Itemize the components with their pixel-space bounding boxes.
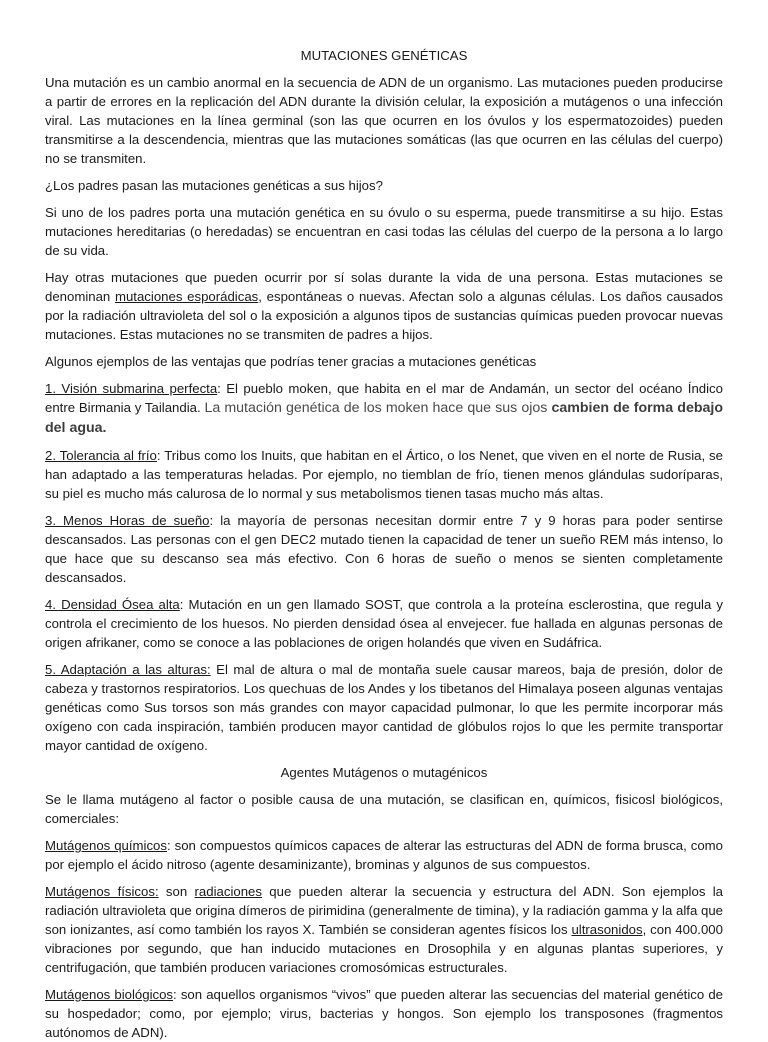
physical-ultrasound-term: ultrasonidos [571, 922, 643, 937]
examples-intro: Algunos ejemplos de las ventajas que podrías tener gracias a mutaciones genéticas [45, 354, 537, 369]
question-paragraph: ¿Los padres pasan las mutaciones genéticas a sus hijos? [45, 178, 383, 193]
hereditary-paragraph: Si uno de los padres porta una mutación genética en su óvulo o su esperma, puede transmitirse a su hijo. Estas mutaciones hereditarias (o heredadas) se encuentran en casi todas las células del cuerpo de la persona a lo largo de su vida. [45, 205, 723, 258]
sporadic-before: Hay otras mutaciones que pueden ocurrir por sí solas durante la vida de una persona. Estas mutaciones se denominan [45, 270, 723, 304]
example-2-text: : Tribus como los Inuits, que habitan en el Ártico, o los Nenet, que viven en el norte de Rusia, se han adaptado a las temperaturas heladas. Por ejemplo, no tiemblan de frío, tienen menos glándulas sudoríparas, su piel es mucho más calurosa de lo normal y sus metabolismos tienen tasas mucho más altas. [45, 448, 723, 501]
example-4-text: : Mutación en un gen llamado SOST, que controla a la proteína esclerostina, que regula y controla el crecimiento de los huesos. No pierden densidad ósea al envejecer. fue hallada en algunas personas de origen afrikaner, como se conoce a las poblaciones de origen holandés que viven en Sudáfrica. [45, 597, 723, 650]
example-2-heading: 2. Tolerancia al frío [45, 448, 157, 463]
section-2-intro: Se le llama mutágeno al factor o posible causa de una mutación, se clasifican en, químicos, fisicosl biológicos, comerciales: [45, 792, 723, 826]
physical-mutagens [45, 882, 723, 977]
example-4-heading: 4. Densidad Ósea alta [45, 597, 180, 612]
chemical-heading: Mutágenos químicos [45, 838, 167, 853]
example-1-highlight-bold: cambien de forma debajo del agua. [45, 400, 723, 436]
section-2-title: Agentes Mutágenos o mutagénicos [280, 765, 488, 780]
sporadic-after: , espontáneas o nuevas. Afectan solo a algunas células. Los daños causados por la radiación ultravioleta del sol o la exposición a algunos tipos de sustancias químicas pueden provocar nuevas mutaciones. Estas mutaciones no se transmiten de padres a hijos. [45, 289, 724, 342]
biological-heading: Mutágenos biológicos [45, 987, 174, 1002]
example-3-heading: 3. Menos Horas de sueño [45, 513, 210, 528]
intro-paragraph: Una mutación es un cambio anormal en la secuencia de ADN de un organismo. Las mutaciones pueden producirse a partir de errores en la replicación del ADN durante la división celular, la exposición a mutágenos o una infección viral. Las mutaciones en la línea germinal (son las que ocurren en los óvulos y los espermatozoides) pueden transmitirse a la descendencia, mientras que las mutaciones somáticas (las que ocurren en las células del cuerpo) no se transmiten. [45, 75, 723, 166]
example-4 [45, 595, 723, 652]
chemical-mutagens [45, 836, 723, 874]
biological-text: : son aquellos organismos “vivos” que pueden alterar las secuencias del material genético de su hospedador; como, por ejemplo; virus, bacterias y hongos. Son ejemplo los transposones (fragmentos autónomos de ADN). [45, 987, 723, 1040]
sporadic-paragraph [45, 268, 723, 344]
sporadic-term: mutaciones esporádicas [114, 289, 259, 304]
example-5-text: El mal de altura o mal de montaña suele causar mareos, baja de presión, dolor de cabeza y trastornos respiratorios. Los quechuas de los Andes y los tibetanos del Himalaya poseen algunas ventajas genéticas como Sus torsos son más grandes con mayor capacidad pulmonar, lo que les permite incorporar más oxígeno con cada inspiración, también producen mayor cantidad de glóbulos rojos lo que les permite transportar mayor cantidad de oxígeno. [45, 662, 723, 753]
physical-radiation-term: radiaciones [194, 884, 262, 899]
biological-mutagens [45, 985, 723, 1042]
physical-heading: Mutágenos físicos: [45, 884, 159, 899]
example-5 [45, 660, 723, 755]
example-1 [45, 379, 723, 438]
example-3 [45, 511, 723, 587]
example-2 [45, 446, 723, 503]
document-title: MUTACIONES GENÉTICAS [300, 48, 468, 63]
example-1-heading: 1. Visión submarina perfecta [45, 381, 218, 396]
example-5-heading: 5. Adaptación a las alturas: [45, 662, 211, 677]
physical-text-3: , con 400.000 vibraciones por segundo, que han inducido mutaciones en Drosophila y en algunas plantas superiores, y centrifugación, que también producen variaciones cromosómicas estructurales. [45, 922, 723, 975]
example-3-text: : la mayoría de personas necesitan dormir entre 7 y 9 horas para poder sentirse descansados. Las personas con el gen DEC2 mutado tienen la capacidad de tener un sueño REM más intenso, lo que hace que su descanso sea más efectivo. Con 6 horas de sueño o menos se sienten completamente descansados. [45, 513, 723, 585]
physical-text-2: que pueden alterar la secuencia y estructura del ADN. Son ejemplos la radiación ultravioleta que origina dímeros de pirimidina (generalmente de timina), y la radiación gamma y la alfa que son ionizantes, así como también los rayos X. También se consideran agentes físicos los [45, 884, 723, 937]
chemical-text: : son compuestos químicos capaces de alterar las estructuras del ADN de forma brusca, como por ejemplo el ácido nitroso (agente desaminizante), brominas y algunos de sus compuestos. [45, 838, 723, 872]
physical-text-1: son [158, 884, 195, 899]
example-1-highlight: La mutación genética de los moken hace que sus ojos [204, 400, 552, 416]
example-1-text: : El pueblo moken, que habita en el mar de Andamán, un sector del océano Índico entre Birmania y Tailandia. [45, 381, 723, 415]
